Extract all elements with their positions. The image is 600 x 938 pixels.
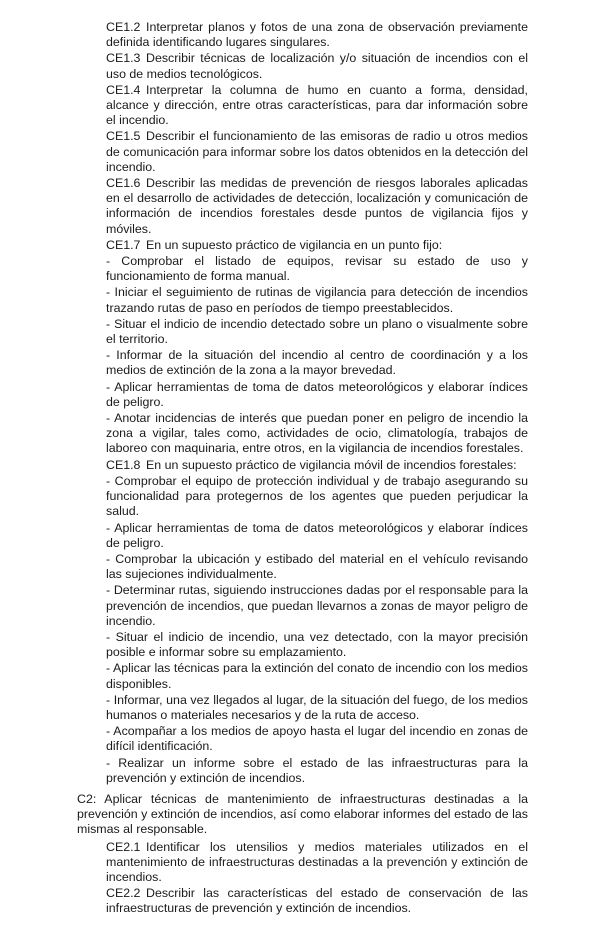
list-item [106,474,528,520]
capacity-text: C2: Aplicar técnicas de mantenimiento de infraestructuras destinadas a la prevención y extinción de incendios, así como elaborar informes del estado de las mismas al responsable. [77,791,528,837]
criterion-ce1-2 [106,20,528,50]
criterion-code: CE1.2 [106,20,141,34]
list-item [106,254,528,284]
list-item [106,756,528,786]
list-item [106,380,528,410]
criterion-code: CE1.3 [106,51,141,66]
criterion-ce1-4 [106,83,528,129]
criterion-code: CE1.8 [106,457,141,472]
list-item-text: - Aplicar las técnicas para la extinción del conato de incendio con los medios disponibles. [106,661,528,691]
list-item-text: - Comprobar el listado de equipos, revisar su estado de uso y funcionamiento de forma manual. [106,254,528,284]
list-item-text: - Acompañar a los medios de apoyo hasta el lugar del incendio en zonas de difícil identificación. [106,724,528,754]
criterion-text: Describir el funcionamiento de las emisoras de radio u otros medios de comunicación para informar sobre los datos obtenidos en la detección del incendio. [106,129,528,174]
list-item [106,285,528,315]
list-item [106,521,528,551]
list-item [106,661,528,691]
list-item [106,411,528,457]
criterion-text: Interpretar planos y fotos de una zona de observación previamente definida identificando lugares singulares. [106,20,528,50]
criterion-text: Describir técnicas de localización y/o situación de incendios con el uso de medios tecnológicos. [106,51,528,81]
list-item [106,724,528,754]
list-item [106,317,528,347]
list-item-text: - Aplicar herramientas de toma de datos meteorológicos y elaborar índices de peligro. [106,379,528,409]
list-item-text: - Realizar un informe sobre el estado de las infraestructuras para la prevención y extinción de incendios. [106,755,528,785]
criterion-code: CE1.7 [106,237,141,252]
criterion-text: Identificar los utensilios y medios materiales utilizados en el mantenimiento de infraestructuras destinadas a la prevención y extinción de incendios. [106,839,528,884]
criterion-code: CE1.5 [106,129,141,144]
criterion-ce1-8 [106,458,528,473]
criterion-ce2-1 [106,840,528,886]
criterion-code: CE2.2 [106,886,141,901]
criterion-text: Describir las medidas de prevención de riesgos laborales aplicadas en el desarrollo de actividades de detección, localización y comunicación de información de incendios forestales desde puntos de vigilancia fijos y móviles. [106,176,528,236]
list-item-text: - Situar el indicio de incendio detectado sobre un plano o visualmente sobre el territorio. [106,316,528,347]
list-item [106,583,528,629]
criterion-ce1-3 [106,51,528,81]
criterion-code: CE1.4 [106,82,141,97]
criterion-text: Describir las características del estado de conservación de las infraestructuras de prevención y extinción de incendios. [106,886,528,916]
list-item-text: - Aplicar herramientas de toma de datos meteorológicos y elaborar índices de peligro. [106,520,528,550]
list-item-text: - Informar, una vez llegados al lugar, de la situación del fuego, de los medios humanos o materiales necesarios y de la ruta de acceso. [106,692,528,722]
list-item-text: - Comprobar la ubicación y estibado del material en el vehículo revisando las sujeciones individualmente. [106,551,528,582]
list-item-text: - Anotar incidencias de interés que puedan poner en peligro de incendio la zona a vigilar, tales como, actividades de ocio, climatología, trabajos de laboreo con maquinaria, entre otros, en la vigilancia de incendios forestales. [106,411,528,456]
criterion-ce1-7 [106,238,528,253]
criterion-text: En un supuesto práctico de vigilancia en un punto fijo: [146,237,443,252]
capacity-c2 [77,792,528,838]
list-item [106,630,528,660]
list-item-text: - Informar de la situación del incendio al centro de coordinación y a los medios de extinción de la zona a la mayor brevedad. [106,348,528,378]
list-item [106,348,528,378]
criterion-text: En un supuesto práctico de vigilancia móvil de incendios forestales: [146,457,517,472]
criterion-code: CE1.6 [106,176,141,191]
list-item-text: - Determinar rutas, siguiendo instrucciones dadas por el responsable para la prevención de incendios, que puedan llevarnos a zonas de mayor peligro de incendio. [106,583,528,628]
list-item-text: - Situar el indicio de incendio, una vez detectado, con la mayor precisión posible e informar sobre su emplazamiento. [106,629,528,660]
criterion-ce2-2 [106,886,528,916]
criterion-ce1-6 [106,176,528,237]
list-item-text: - Iniciar el seguimiento de rutinas de vigilancia para detección de incendios trazando rutas de paso en períodos de tiempo preestablecidos. [106,285,528,315]
criterion-text: Interpretar la columna de humo en cuanto a forma, densidad, alcance y dirección, entre otras características, para dar información sobre el incendio. [106,82,528,128]
list-item-text: - Comprobar el equipo de protección individual y de trabajo asegurando su funcionalidad para protegernos de los agentes que pueden perjudicar la salud. [106,473,528,519]
criterion-ce1-5 [106,129,528,175]
list-item [106,693,528,723]
criterion-code: CE2.1 [106,839,141,854]
list-item [106,552,528,582]
